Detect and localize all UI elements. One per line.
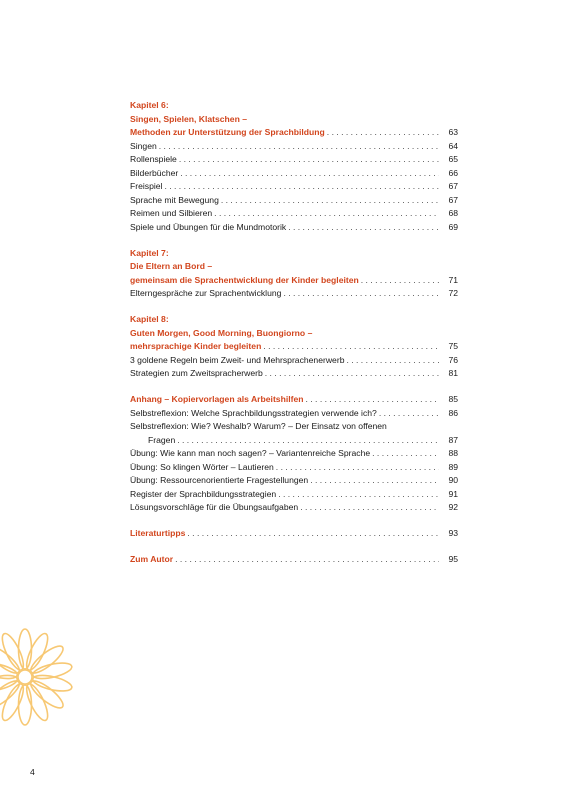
- toc-section: [130, 527, 458, 541]
- toc-entry-title: Zum Autor: [130, 554, 174, 564]
- toc-entry-title: Übung: Wie kann man noch sagen? – Variantenreiche Sprache: [130, 448, 371, 458]
- toc-entry-title: Bilderbücher: [130, 167, 179, 178]
- toc-section: [130, 99, 458, 234]
- toc-heading-entry[interactable]: [130, 340, 458, 354]
- toc-entry[interactable]: [130, 461, 458, 475]
- dot-leader: [283, 287, 439, 301]
- chapter-heading-line: Kapitel 6:: [130, 100, 169, 110]
- toc-page-number: 85: [448, 394, 458, 404]
- flower-petal: [27, 677, 66, 712]
- dot-leader: [327, 126, 439, 140]
- toc-entry[interactable]: [130, 420, 458, 434]
- toc-entry[interactable]: [130, 501, 458, 515]
- dot-leader: [164, 180, 439, 194]
- toc-entry[interactable]: [130, 434, 458, 448]
- toc-heading-entry[interactable]: [130, 527, 458, 541]
- toc-entry-title: Register der Sprachbildungsstrategien: [130, 488, 277, 499]
- flower-petal: [19, 629, 32, 669]
- dot-leader: [180, 167, 439, 181]
- toc-entry[interactable]: [130, 447, 458, 461]
- toc-entry-title: Strategien zum Zweitspracherwerb: [130, 368, 263, 378]
- toc-entry[interactable]: [130, 367, 458, 381]
- toc-page-number: 92: [448, 502, 458, 512]
- toc-entry-title: Freispiel: [130, 181, 163, 191]
- toc-page-number: 91: [448, 488, 458, 499]
- dot-leader: [306, 393, 440, 407]
- dot-leader: [187, 527, 439, 541]
- toc-entry[interactable]: [130, 287, 458, 301]
- toc-entry[interactable]: [130, 221, 458, 235]
- toc-page-number: 67: [448, 194, 458, 205]
- toc-entry-title: Übung: So klingen Wörter – Lautieren: [130, 461, 274, 472]
- chapter-heading-line: Guten Morgen, Good Morning, Buongiorno –: [130, 327, 313, 338]
- chapter-heading-line: Kapitel 8:: [130, 314, 169, 324]
- dot-leader: [379, 407, 439, 421]
- toc-entry-title: Übung: Ressourcenorientierte Fragestellungen: [130, 475, 309, 485]
- toc-entry[interactable]: [130, 354, 458, 368]
- dot-leader: [276, 461, 439, 475]
- toc-entry-title: 3 goldene Regeln beim Zweit- und Mehrsprachenerwerb: [130, 354, 345, 365]
- toc-heading-entry[interactable]: [130, 274, 458, 288]
- toc-entry-title: Spiele und Übungen für die Mundmotorik: [130, 221, 287, 232]
- dot-leader: [372, 447, 439, 461]
- toc-page-number: 86: [448, 407, 458, 418]
- dot-leader: [361, 274, 439, 288]
- toc-page-number: 63: [448, 127, 458, 137]
- dot-leader: [263, 340, 439, 354]
- page-number: 4: [30, 767, 35, 777]
- toc-page-number: 68: [448, 208, 458, 218]
- flower-icon: [0, 622, 80, 732]
- toc-heading-entry[interactable]: [130, 393, 458, 407]
- toc-page-number: 65: [448, 154, 458, 164]
- toc-page-number: 64: [448, 140, 458, 151]
- dot-leader: [346, 354, 439, 368]
- chapter-heading-line: Singen, Spielen, Klatschen –: [130, 113, 248, 124]
- toc-section: [130, 313, 458, 381]
- dot-leader: [159, 140, 439, 154]
- toc-heading-entry[interactable]: [130, 126, 458, 140]
- toc-page-number: 81: [448, 368, 458, 378]
- toc-entry-title: Anhang – Kopiervorlagen als Arbeitshilfen: [130, 394, 304, 404]
- toc-entry-title: Literaturtipps: [130, 528, 186, 538]
- dot-leader: [265, 367, 439, 381]
- toc-page-number: 76: [448, 354, 458, 365]
- toc-entry-title: Elterngespräche zur Sprachentwicklung: [130, 288, 282, 298]
- toc-section: [130, 553, 458, 567]
- toc-entry-title: gemeinsam die Sprachentwicklung der Kinder begleiten: [130, 274, 359, 285]
- toc-page-number: 95: [448, 554, 458, 564]
- toc-entry-title: Rollenspiele: [130, 154, 177, 164]
- toc-page-number: 93: [448, 528, 458, 538]
- dot-leader: [175, 553, 439, 567]
- toc-entry[interactable]: [130, 474, 458, 488]
- toc-entry-title: Sprache mit Bewegung: [130, 194, 219, 205]
- toc-entry-title: Lösungsvorschläge für die Übungsaufgaben: [130, 502, 299, 512]
- toc-page-number: 67: [448, 181, 458, 191]
- flower-petal: [27, 642, 66, 677]
- toc-page-number: 72: [448, 288, 458, 298]
- toc-entry-title: Methoden zur Unterstützung der Sprachbildung: [130, 127, 325, 137]
- chapter-heading-line: Die Eltern an Bord –: [130, 261, 213, 271]
- dot-leader: [310, 474, 439, 488]
- toc-entry[interactable]: [130, 407, 458, 421]
- toc-page-number: 75: [448, 341, 458, 351]
- toc-entry[interactable]: [130, 207, 458, 221]
- toc-entry-title: Fragen: [148, 434, 176, 445]
- toc-entry-title: Reimen und Silbieren: [130, 208, 213, 218]
- toc-entry-title: Singen: [130, 140, 157, 151]
- dot-leader: [221, 194, 439, 208]
- toc-page-number: 87: [448, 434, 458, 445]
- dot-leader: [179, 153, 439, 167]
- toc-page-number: 88: [448, 448, 458, 458]
- dot-leader: [300, 501, 439, 515]
- toc-entry-title: Selbstreflexion: Wie? Weshalb? Warum? – Der Einsatz von offenen: [130, 421, 387, 431]
- toc-entry[interactable]: [130, 488, 458, 502]
- toc-page-number: 89: [448, 461, 458, 472]
- toc-entry-title: Selbstreflexion: Welche Sprachbildungsstrategien verwende ich?: [130, 407, 377, 418]
- toc-page-number: 90: [448, 475, 458, 485]
- dot-leader: [288, 221, 439, 235]
- toc-page-number: 66: [448, 167, 458, 178]
- toc-section: [130, 393, 458, 515]
- chapter-heading-line: Kapitel 7:: [130, 247, 169, 258]
- toc-entry[interactable]: [130, 153, 458, 167]
- dot-leader: [278, 488, 439, 502]
- dot-leader: [214, 207, 439, 221]
- toc-entry-title: mehrsprachige Kinder begleiten: [130, 341, 262, 351]
- toc-entry[interactable]: [130, 194, 458, 208]
- toc-entry[interactable]: [130, 180, 458, 194]
- toc-section: [130, 247, 458, 301]
- toc-entry[interactable]: [130, 167, 458, 181]
- toc-page-number: 71: [448, 274, 458, 285]
- flower-petal: [19, 685, 32, 725]
- toc-page-number: 69: [448, 221, 458, 232]
- toc-entry[interactable]: [130, 140, 458, 154]
- toc-heading-entry[interactable]: [130, 553, 458, 567]
- dot-leader: [177, 434, 439, 448]
- table-of-contents: [130, 99, 458, 579]
